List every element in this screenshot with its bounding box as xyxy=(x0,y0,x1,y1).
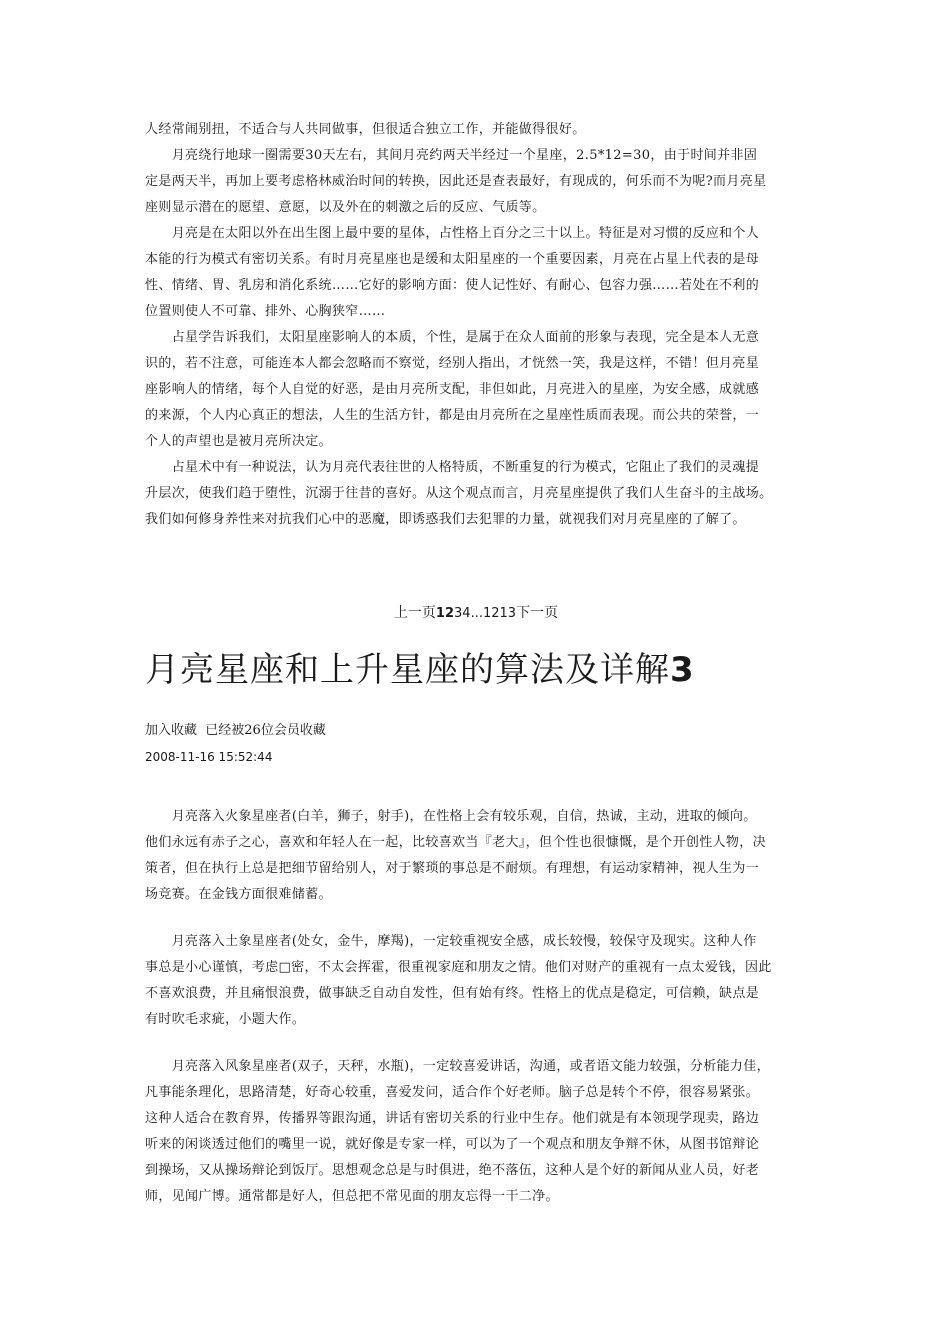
page-link-12[interactable]: 12 xyxy=(482,606,500,621)
page-link-2[interactable]: 2 xyxy=(444,606,455,621)
text-line: 他们永远有赤子之心，喜欢和年轻人在一起，比较喜欢当『老大』，但个性也很慷慨，是个开创性人物，决 xyxy=(145,835,766,850)
text-line: 占星学告诉我们，太阳星座影响人的本质，个性，是属于在众人面前的形象与表现，完全是本人无意 xyxy=(145,330,760,345)
paragraph xyxy=(145,1054,807,1210)
page-link-1[interactable]: 1 xyxy=(435,606,445,621)
text-line: 有时吹毛求疵，小题大作。 xyxy=(145,1012,306,1027)
text-line: 事总是小心谨慎，考虑□密，不太会挥霍，很重视家庭和朋友之情。他们对财产的重视有一点太爱钱，因此 xyxy=(145,960,772,975)
pagination xyxy=(145,600,807,627)
text-line: 个人的声望也是被月亮所决定。 xyxy=(145,434,332,449)
text-line: 本能的行为模式有密切关系。有时月亮星座也是缓和太阳星座的一个重要因素，月亮在占星上代表的是母 xyxy=(145,252,760,267)
text-line: 场竞赛。在金钱方面很难储蓄。 xyxy=(145,887,332,902)
text-line: 升层次，使我们趋于堕性，沉溺于往昔的喜好。从这个观点而言，月亮星座提供了我们人生奋斗的主战场。 xyxy=(145,486,773,501)
text-line: 到操场，又从操场辩论到饭厅。思想观念总是与时俱进，绝不落伍，这种人是个好的新闻从业人员，好老 xyxy=(145,1163,760,1178)
text-line: 座则显示潜在的愿望、意愿，以及外在的刺激之后的反应、气质等。 xyxy=(145,200,546,215)
page-link-4[interactable]: 4 xyxy=(462,606,471,621)
page-ellipsis: ... xyxy=(470,606,483,621)
favorite-row xyxy=(145,720,326,742)
text-line: 这种人适合在教育界，传播界等跟沟通，讲话有密切关系的行业中生存。他们就是有本领现学现卖，路边 xyxy=(145,1111,760,1126)
text-line: 人经常闹别扭，不适合与人共同做事，但很适合独立工作，并能做得很好。 xyxy=(145,122,586,137)
text-line: 策者，但在执行上总是把细节留给别人，对于繁琐的事总是不耐烦。有理想，有运动家精神，视人生为一 xyxy=(145,861,760,876)
paragraph xyxy=(145,117,807,143)
paragraph xyxy=(145,804,807,908)
article-title xyxy=(145,640,807,700)
paragraph xyxy=(145,143,807,221)
text-line: 月亮绕行地球一圈需要30天左右，其间月亮约两天半经过一个星座，2.5*12=30，由于时间并非固 xyxy=(145,148,758,163)
text-line: 定是两天半，再加上要考虑格林威治时间的转换，因此还是查表最好，有现成的，何乐而不为呢?而月亮星 xyxy=(145,174,767,189)
next-page-link[interactable]: 下一页 xyxy=(516,605,559,621)
text-line: 听来的闲谈透过他们的嘴里一说，就好像是专家一样，可以为了一个观点和朋友争辩不休，从图书馆辩论 xyxy=(145,1137,760,1152)
article-title-number: 3 xyxy=(670,650,695,690)
text-line: 月亮是在太阳以外在出生图上最中要的星体，占性格上百分之三十以上。特征是对习惯的反应和个人 xyxy=(145,226,760,241)
text-line: 凡事能条理化，思路清楚，好奇心较重，喜爱发问，适合作个好老师。脑子总是转个不停，很容易紧张。 xyxy=(145,1085,760,1100)
add-favorite-link[interactable]: 加入收藏 xyxy=(145,723,198,738)
paragraph xyxy=(145,325,807,455)
page-link-13[interactable]: 13 xyxy=(499,606,517,621)
text-line: 的来源，个人内心真正的想法，人生的生活方针，都是由月亮所在之星座性质而表现。而公共的荣誉，一 xyxy=(145,408,760,423)
text-line: 月亮落入风象星座者(双子，天秤，水瓶)，一定较喜爱讲话，沟通，或者语文能力较强，分析能力佳， xyxy=(145,1059,770,1074)
text-line: 我们如何修身养性来对抗我们心中的恶魔，即诱惑我们去犯罪的力量，就视我们对月亮星座的了解了。 xyxy=(145,512,746,527)
page-link-3[interactable]: 3 xyxy=(454,606,463,621)
article-title-text: 月亮星座和上升星座的算法及详解 xyxy=(145,650,670,690)
text-line: 月亮落入火象星座者(白羊，狮子，射手)，在性格上会有较乐观，自信，热诚，主动，进取的倾向。 xyxy=(145,809,757,824)
publish-date: 2008-11-16 15:52:44 xyxy=(145,750,273,764)
paragraph xyxy=(145,929,807,1033)
text-line: 识的，若不注意，可能连本人都会忽略而不察觉，经别人指出，才恍然一笑，我是这样，不错！但月亮星 xyxy=(145,356,760,371)
text-line: 位置则使人不可靠、排外、心胸狭窄…… xyxy=(145,304,386,319)
text-line: 师，见闻广博。通常都是好人，但总把不常见面的朋友忘得一干二净。 xyxy=(145,1189,559,1204)
text-line: 月亮落入土象星座者(处女，金牛，摩羯)，一定较重视安全感，成长较慢，较保守及现实。这种人作 xyxy=(145,934,757,949)
favorite-count: 已经被26位会员收藏 xyxy=(205,723,326,738)
text-line: 占星术中有一种说法，认为月亮代表往世的人格特质，不断重复的行为模式，它阻止了我们的灵魂提 xyxy=(145,460,760,475)
text-line: 不喜欢浪费，并且痛恨浪费，做事缺乏自动自发性，但有始有终。性格上的优点是稳定，可信赖，缺点是 xyxy=(145,986,760,1001)
text-line: 座影响人的情绪，每个人自觉的好恶，是由月亮所支配，非但如此，月亮进入的星座，为安全感，成就感 xyxy=(145,382,760,397)
prev-page-link[interactable]: 上一页 xyxy=(393,605,436,621)
paragraph xyxy=(145,455,807,533)
paragraph xyxy=(145,221,807,325)
text-line: 性、情绪、胃、乳房和消化系统……它好的影响方面：使人记性好、有耐心、包容力强……若处在不利的 xyxy=(145,278,760,293)
